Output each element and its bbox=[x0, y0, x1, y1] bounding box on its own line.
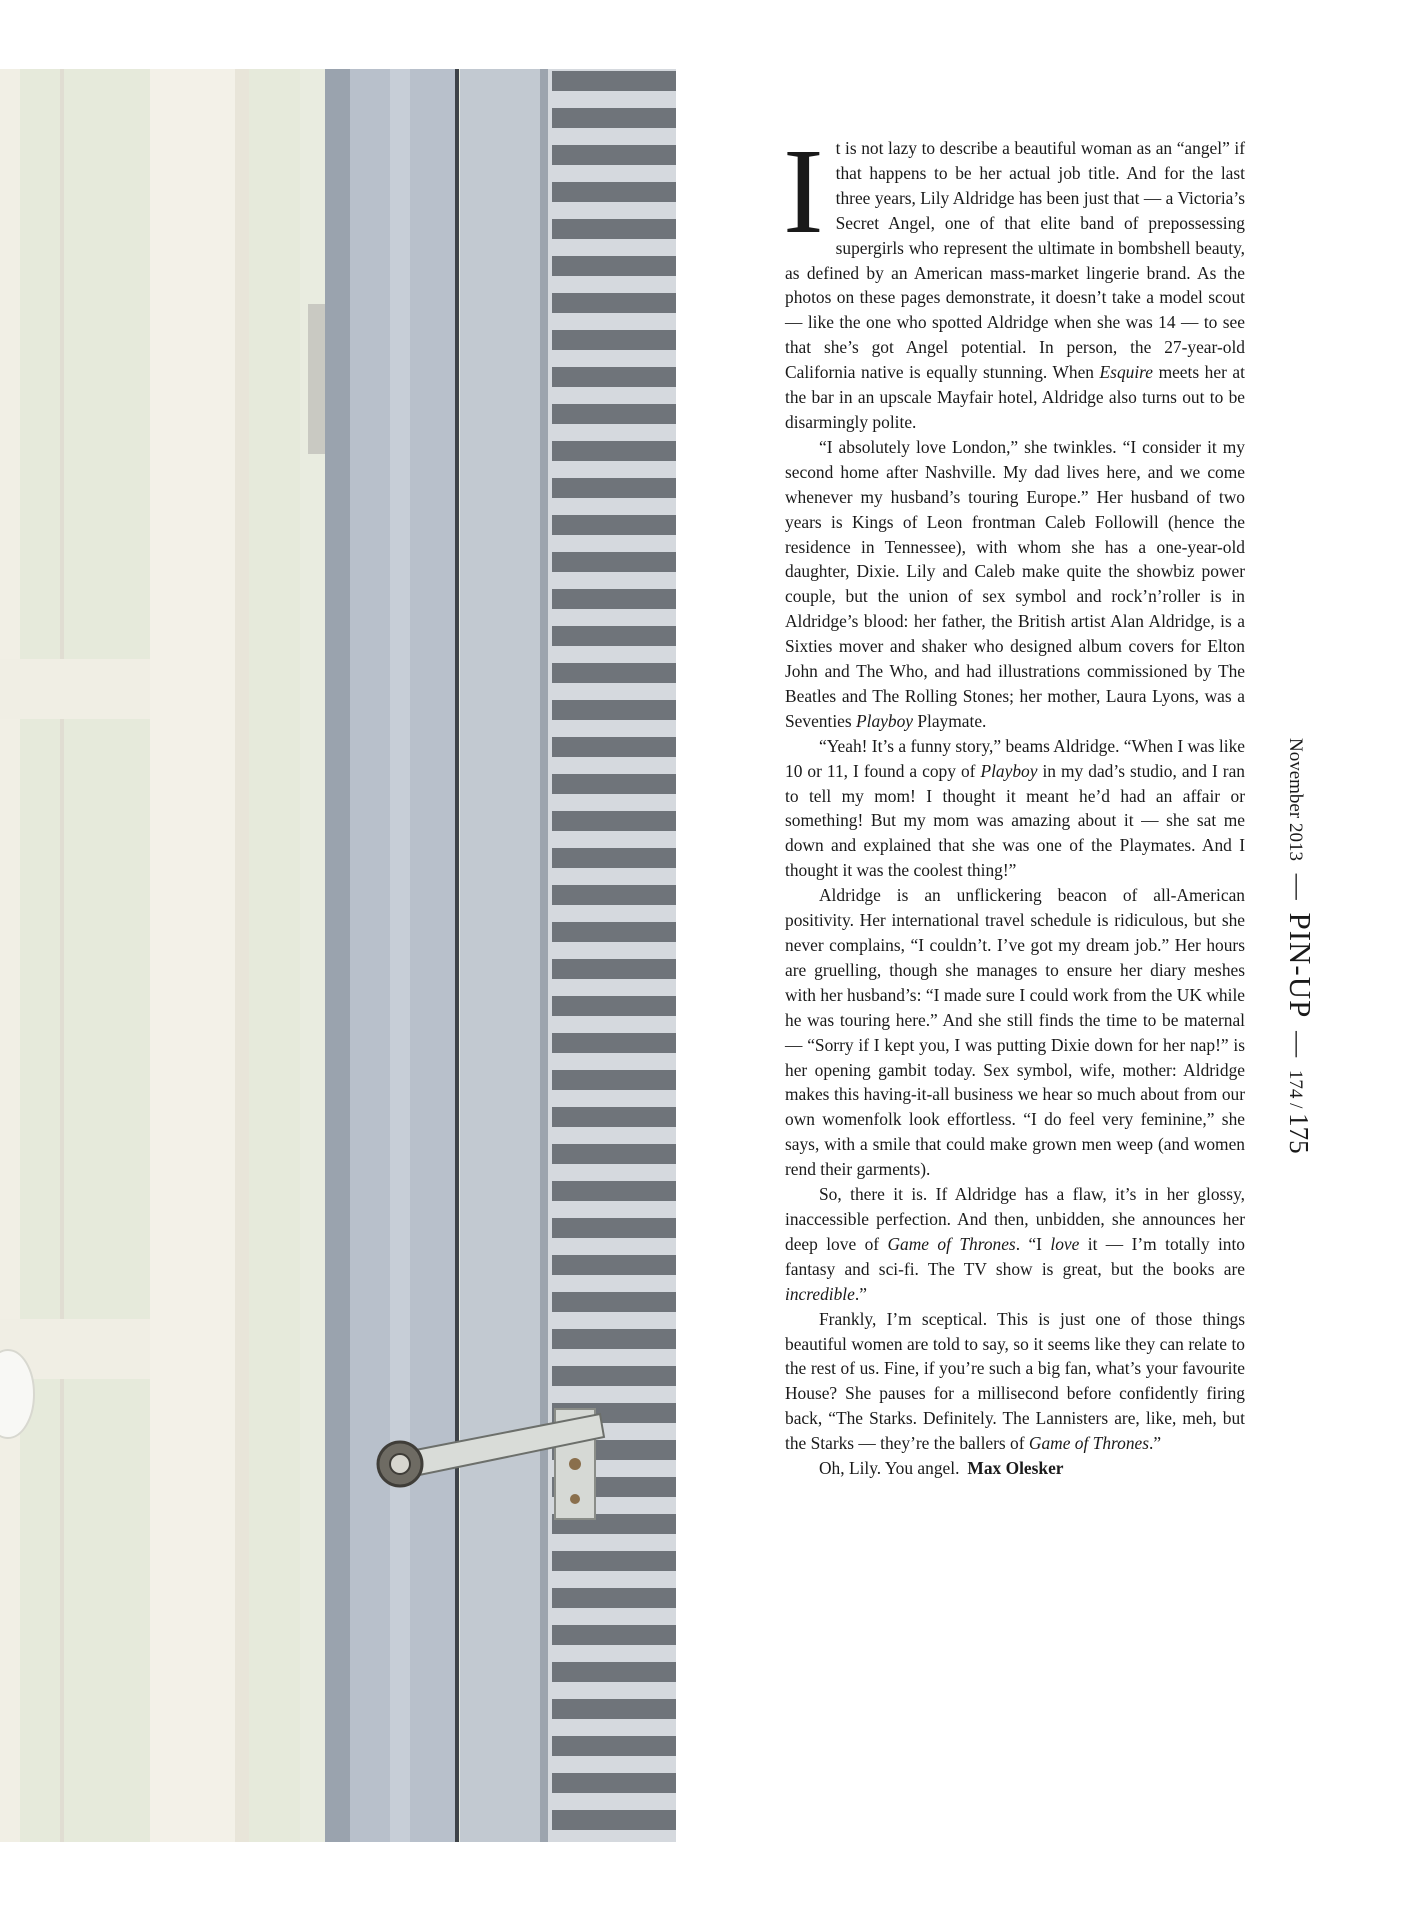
shutter-rail bbox=[460, 69, 548, 1842]
page-folio bbox=[1282, 738, 1318, 1154]
article-text: .” bbox=[854, 1283, 867, 1304]
article-italic: Playboy bbox=[856, 710, 913, 731]
latch-screw-2 bbox=[570, 1494, 580, 1504]
louvre-slat bbox=[552, 293, 676, 313]
louvre-slat bbox=[552, 1255, 676, 1275]
article-italic: Playboy bbox=[980, 760, 1038, 781]
article-text: “I absolutely love London,” she twinkles. “I consider it my second home after Nashville. My dad lives here, and we come whenever my husband’s touring Europe.” Her husband of two years is Kings of Leon frontman Caleb Followill (hence the residence in Tennessee), with whom she has a one-year-old daughter, Dixie. Lily and Caleb make quite the showbiz power couple, but the union of sex symbol and rock’n’roller is in Aldridge’s blood: her father, the British artist Alan Aldridge, is a Sixties mover and shaker who designed album covers for Elton John and The Who, and had illustrations commissioned by The Beatles and The Rolling Stones; her mother, Laura Lyons, was a Seventies bbox=[785, 436, 1245, 731]
article-italic: incredible bbox=[785, 1283, 855, 1304]
article-text: So, there it is. If Aldridge has a flaw, it’s in her glossy, inaccessible perfection. And then, unbidden, she announces her deep love of bbox=[785, 1184, 1245, 1254]
louvre-slat bbox=[552, 108, 676, 128]
article-paragraph bbox=[785, 435, 1245, 734]
article-text: . “I bbox=[1015, 1233, 1051, 1254]
louvre-slat bbox=[552, 219, 676, 239]
louvre-slat bbox=[552, 182, 676, 202]
byline: Max Olesker bbox=[967, 1458, 1064, 1479]
window-sash-edge bbox=[235, 69, 249, 1842]
article-text: t is not lazy to describe a beautiful woman as an “angel” if that happens to be her actual job title. And for the last three years, Lily Aldridge has been just that — a Victoria’s Secret Angel, one of that elite band of prepossessing supergirls who represent the ultimate in bombshell beauty, as defined by an American mass-market lingerie brand. As the photos on these pages demonstrate, it doesn’t take a model scout — like the one who spotted Aldridge when she was 14 — to see that she’s got Angel potential. In person, the 27-year-old California native is equally stunning. When bbox=[785, 138, 1245, 383]
louvre-slat bbox=[552, 1292, 676, 1312]
louvre-slat bbox=[552, 478, 676, 498]
louvre-slat bbox=[552, 1070, 676, 1090]
louvre-slat bbox=[552, 589, 676, 609]
louvre-slat bbox=[552, 552, 676, 572]
louvre-slat bbox=[552, 663, 676, 683]
folio-dash: — bbox=[1284, 873, 1313, 900]
louvre-slat bbox=[552, 1588, 676, 1608]
louvre-slat bbox=[552, 1144, 676, 1164]
shutter-rail-edge bbox=[540, 69, 548, 1842]
louvre-slat bbox=[552, 1699, 676, 1719]
louvre-slat bbox=[552, 885, 676, 905]
louvre-slat bbox=[552, 367, 676, 387]
louvre-slat bbox=[552, 1736, 676, 1756]
window-sash bbox=[150, 69, 245, 1842]
sash-hinge-top bbox=[308, 304, 326, 454]
shutter-crack bbox=[455, 69, 459, 1842]
louvre-slat bbox=[552, 515, 676, 535]
louvre-slat bbox=[552, 1662, 676, 1682]
louvre-slat bbox=[552, 1181, 676, 1201]
article-text: in my dad’s studio, and I ran to tell my mom! I thought it meant he’d had an affair or something! But my mom was amazing about it — she sat me down and explained that she was one of the Playmates. And I thought it was the coolest thing!” bbox=[785, 760, 1245, 881]
louvre-slat bbox=[552, 1810, 676, 1830]
louvre-slat bbox=[552, 700, 676, 720]
louvre-slat bbox=[552, 1033, 676, 1053]
article-text: .” bbox=[1149, 1433, 1162, 1454]
issue-date: November 2013 bbox=[1285, 738, 1306, 861]
article-italic: love bbox=[1050, 1233, 1080, 1254]
drop-cap: I bbox=[783, 124, 824, 259]
section-title: PIN-UP bbox=[1283, 912, 1318, 1019]
louvre-slat bbox=[552, 922, 676, 942]
louvre-slat bbox=[552, 1218, 676, 1238]
article-text: meets her at the bar in an upscale Mayfair hotel, Aldridge also turns out to be disarmingly polite. bbox=[785, 362, 1245, 432]
louvre-slat bbox=[552, 330, 676, 350]
louvre-slat bbox=[552, 626, 676, 646]
louvre-slat bbox=[552, 737, 676, 757]
louvre-slat bbox=[552, 256, 676, 276]
louvre-slat bbox=[552, 71, 676, 91]
louvre-slat bbox=[552, 404, 676, 424]
louvre-slat bbox=[552, 848, 676, 868]
article-italic: Esquire bbox=[1099, 362, 1154, 383]
latch-screw bbox=[569, 1458, 581, 1470]
article-paragraph bbox=[785, 1307, 1245, 1456]
article-text: Playmate. bbox=[912, 710, 987, 731]
window-frame-left bbox=[0, 69, 20, 1842]
article-text: Frankly, I’m sceptical. This is just one of those things beautiful women are told to say, so it seems like they can relate to the rest of us. Fine, if you’re such a big fan, what’s your favourite House? She pauses for a millisecond before confidently firing back, “The Starks. Definitely. The Lannisters are, like, meh, but the Starks — they’re the ballers of bbox=[785, 1308, 1245, 1454]
article-text: Oh, Lily. You angel. bbox=[819, 1458, 960, 1479]
louvre-slat bbox=[552, 811, 676, 831]
article-italic: Game of Thrones bbox=[1028, 1433, 1150, 1454]
window-mullion bbox=[60, 69, 64, 1842]
louvre-slat bbox=[552, 1773, 676, 1793]
louvre-slat bbox=[552, 1329, 676, 1349]
article-paragraph: Aldridge is an unflickering beacon of all-American positivity. Her international travel schedule is ridiculous, but she never complains, “I couldn’t. I’ve got my dream job.” Her hours are gruelling, though she manages to ensure her diary meshes with her husband’s: “I made sure I could work from the UK while he was touring here.” And she still finds the time to be maternal — “Sorry if I kept you, I was putting Dixie down for her nap!” is her opening gambit today. Sex symbol, wife, mother: Aldridge makes this having-it-all business we hear so much about from our own womenfolk look effortless. “I do feel very feminine,” she says, with a smile that could make grown men weep (and women rend their garments). bbox=[785, 885, 1245, 1180]
page-number-right: 175 bbox=[1284, 1113, 1314, 1154]
louvre-slat bbox=[552, 1107, 676, 1127]
article-paragraph bbox=[785, 734, 1245, 883]
article-body bbox=[783, 124, 1245, 1481]
article-italic: Game of Thrones bbox=[887, 1233, 1016, 1254]
article-paragraph bbox=[783, 124, 1245, 435]
shutter-photo-illustration bbox=[0, 69, 676, 1842]
article-paragraph bbox=[785, 1456, 1245, 1481]
shutter-stile-highlight bbox=[390, 69, 410, 1842]
article-text: it — I’m totally into fantasy and sci-fi. The TV show is great, but the books are bbox=[785, 1233, 1245, 1279]
louvre-slat bbox=[552, 145, 676, 165]
shutter-photo bbox=[0, 69, 676, 1842]
latch-pivot-inner bbox=[390, 1454, 410, 1474]
article-paragraph bbox=[785, 1182, 1245, 1307]
louvre-slat bbox=[552, 996, 676, 1016]
louvre-slat bbox=[552, 1625, 676, 1645]
louvre-slat bbox=[552, 441, 676, 461]
louvre-slat bbox=[552, 1366, 676, 1386]
louvre-slat bbox=[552, 1551, 676, 1571]
folio-dash: — bbox=[1284, 1031, 1313, 1058]
louvre-slat bbox=[552, 959, 676, 979]
page-number-left: 174 bbox=[1285, 1069, 1306, 1099]
page-separator: / bbox=[1285, 1103, 1306, 1109]
louvre-slat bbox=[552, 774, 676, 794]
article-text: “Yeah! It’s a funny story,” beams Aldridge. “When I was like 10 or 11, I found a copy of bbox=[785, 735, 1245, 781]
